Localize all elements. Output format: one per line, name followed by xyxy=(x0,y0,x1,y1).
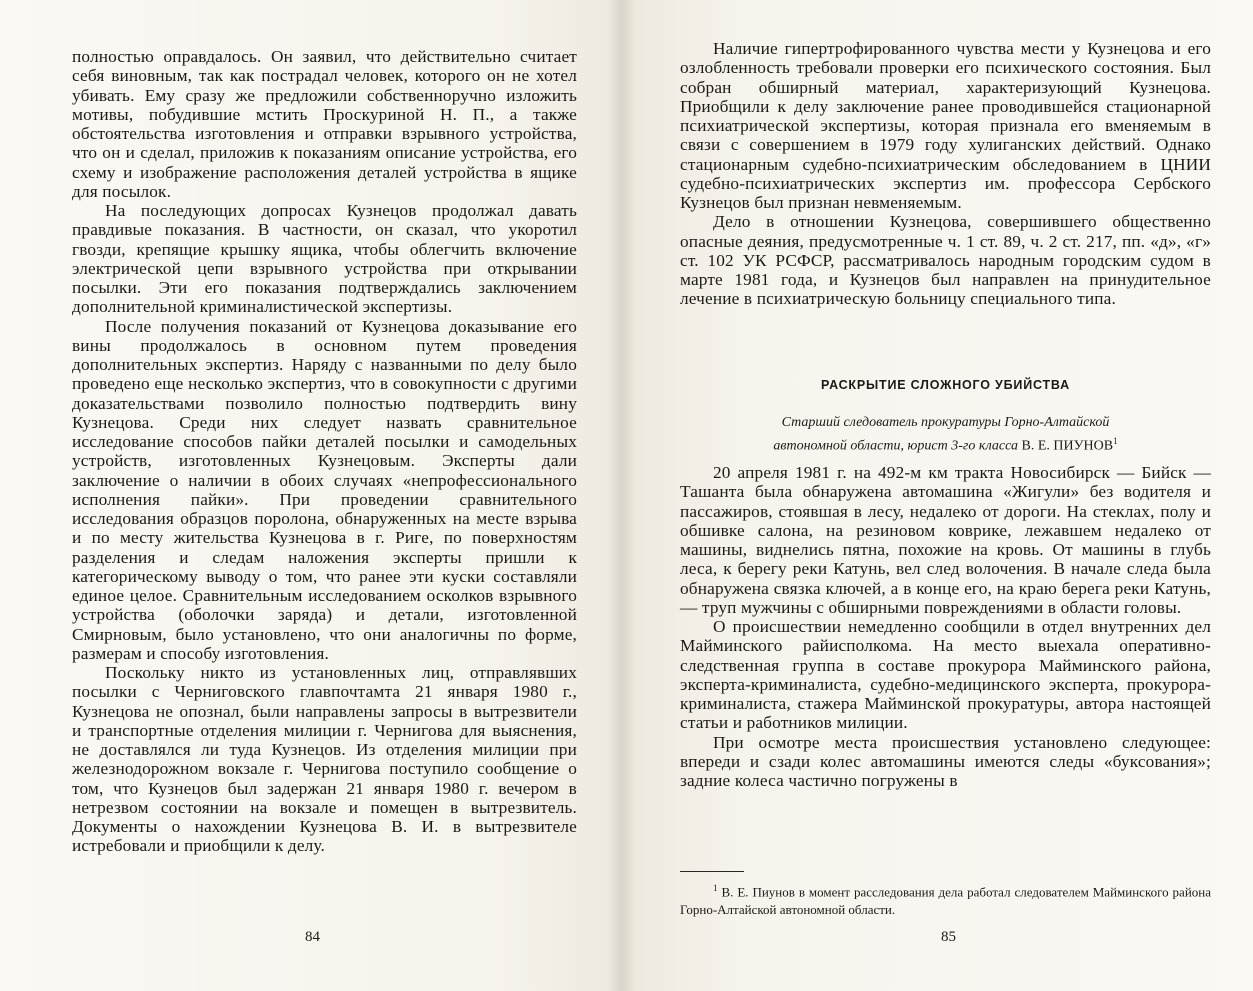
paragraph: 20 апреля 1981 г. на 492-м км тракта Новосибирск — Бийск — Ташанта была обнаружена автомашина «Жигули» без водителя и пассажиров, стоявшая в лесу, недалеко от дороги. На стеклах, полу и обшивке салона, на резиновом коврике, лежавшем недалеко от машины, виднелись пятна, похожие на кровь. От машины в глубь леса, к берегу реки Катунь, вел след волочения. В начале следа была обнаружена связка ключей, а в конце его, на краю берега реки Катунь,— труп мужчины с обширными повреждениями в области головы. xyxy=(680,463,1211,617)
right-page-body-bottom xyxy=(680,463,1211,790)
right-page-body-top xyxy=(680,39,1211,309)
left-page-body xyxy=(72,47,577,856)
page-number: 85 xyxy=(941,929,956,945)
paragraph: полностью оправдалось. Он заявил, что действительно считает себя виновным, так как пострадал человек, которого он не хотел убивать. Ему сразу же предложили собственноручно изложить мотивы, побудившие мстить Проскуриной Н. П., а также обстоятельства изготовления и отправки взрывного устройства, что он и сделал, приложив к показаниям описание устройства, его схему и изображение расположения деталей устройства в ящике для посылок. xyxy=(72,47,577,201)
byline-rank: автономной области, юрист 3-го класса xyxy=(773,438,1018,454)
paragraph: После получения показаний от Кузнецова доказывание его вины продолжалось в основном путем проведения дополнительных экспертиз. Наряду с названными по делу было проведено еще несколько экспертиз, что в совокупности с другими доказательствами позволило полностью подтвердить вину Кузнецова. Среди них следует назвать сравнительное исследование способов пайки деталей посылки и самодельных устройств, изготовленных Кузнецовым. Эксперты дали заключение о наличии в обоих случаях «непрофессионального исполнения пайки». При проведении сравнительного исследования образцов поролона, обнаруженных на месте взрыва и по месту жительства Кузнецова в г. Риге, по поверхностям разделения и следам наложения эксперты пришли к категорическому выводу о том, что ранее эти куски составляли единое целое. Сравнительным исследованием осколков взрывного устройства (оболочки заряда) и детали, изготовленной Смирновым, было установлено, что они аналогичны по форме, размерам и способу изготовления. xyxy=(72,316,577,663)
footnote-divider xyxy=(680,871,744,872)
paragraph: Поскольку никто из установленных лиц, отправлявших посылки с Черниговского главпочтамта 21 января 1980 г., Кузнецова не опознал, были направлены запросы в вытрезвители и транспортные отделения милиции г. Чернигова для выяснения, не доставлялся ли туда Кузнецов. Из отделения милиции при железнодорожном вокзале г. Чернигова поступило сообщение о том, что Кузнецов был задержан 21 января 1980 г. вечером в нетрезвом состоянии на вокзале и помещен в вытрезвитель. Документы о нахождении Кузнецова В. И. в вытрезвителе истребовали и приобщили к делу. xyxy=(72,663,577,856)
article-heading: РАСКРЫТИЕ СЛОЖНОГО УБИЙСТВА xyxy=(821,378,1070,392)
footnote-marker: 1 xyxy=(1113,436,1118,446)
article-byline xyxy=(680,413,1211,456)
paragraph: При осмотре места происшествия установлено следующее: впереди и сзади колес автомашины имеются следы «буксования»; задние колеса частично погружены в xyxy=(680,732,1211,790)
paragraph: Наличие гипертрофированного чувства мести у Кузнецова и его озлобленность требовали проверки его психического состояния. Был собран обширный материал, характеризующий Кузнецова. Приобщили к делу заключение ранее проводившейся стационарной психиатрической экспертизы, которая признала его вменяемым в связи с совершением в 1979 году хулиганских действий. Однако стационарным судебно-психиатрическим обследованием в ЦНИИ судебно-психиатрических экспертиз им. профессора Сербского Кузнецов был признан невменяемым. xyxy=(680,39,1211,212)
byline-author: В. Е. ПИУНОВ xyxy=(1021,438,1114,454)
footnote-number: 1 xyxy=(713,883,718,893)
paragraph: Дело в отношении Кузнецова, совершившего общественно опасные деяния, предусмотренные ч. 1 ст. 89, ч. 2 ст. 217, пп. «д», «г» ст. 102 УК РСФСР, рассматривалось народным городским судом в марте 1981 года, и Кузнецов был направлен на принудительное лечение в психиатрическую больницу специального типа. xyxy=(680,212,1211,309)
footnote xyxy=(680,879,1211,919)
byline-position: Старший следователь прокуратуры Горно-Алтайской xyxy=(781,415,1110,430)
paragraph: О происшествии немедленно сообщили в отдел внутренних дел Майминского райисполкома. На место выехала оперативно-следственная группа в составе прокурора Майминского района, эксперта-криминалиста, судебно-медицинского эксперта, прокурора-криминалиста, стажера Майминской прокуратуры, автора настоящей статьи и работников милиции. xyxy=(680,617,1211,733)
right-page xyxy=(625,0,1253,991)
paragraph: На последующих допросах Кузнецов продолжал давать правдивые показания. В частности, он сказал, что укоротил гвозди, крепящие крышку ящика, чтобы облегчить включение электрической цепи взрывного устройства при открывании посылки. Эти его показания подтверждались заключением дополнительной криминалистической экспертизы. xyxy=(72,201,577,317)
page-number: 84 xyxy=(305,929,320,945)
left-page xyxy=(0,0,620,991)
footnote-text: В. Е. Пиунов в момент расследования дела работал следователем Майминского района Горно-Алтайской автономной области. xyxy=(680,884,1212,918)
